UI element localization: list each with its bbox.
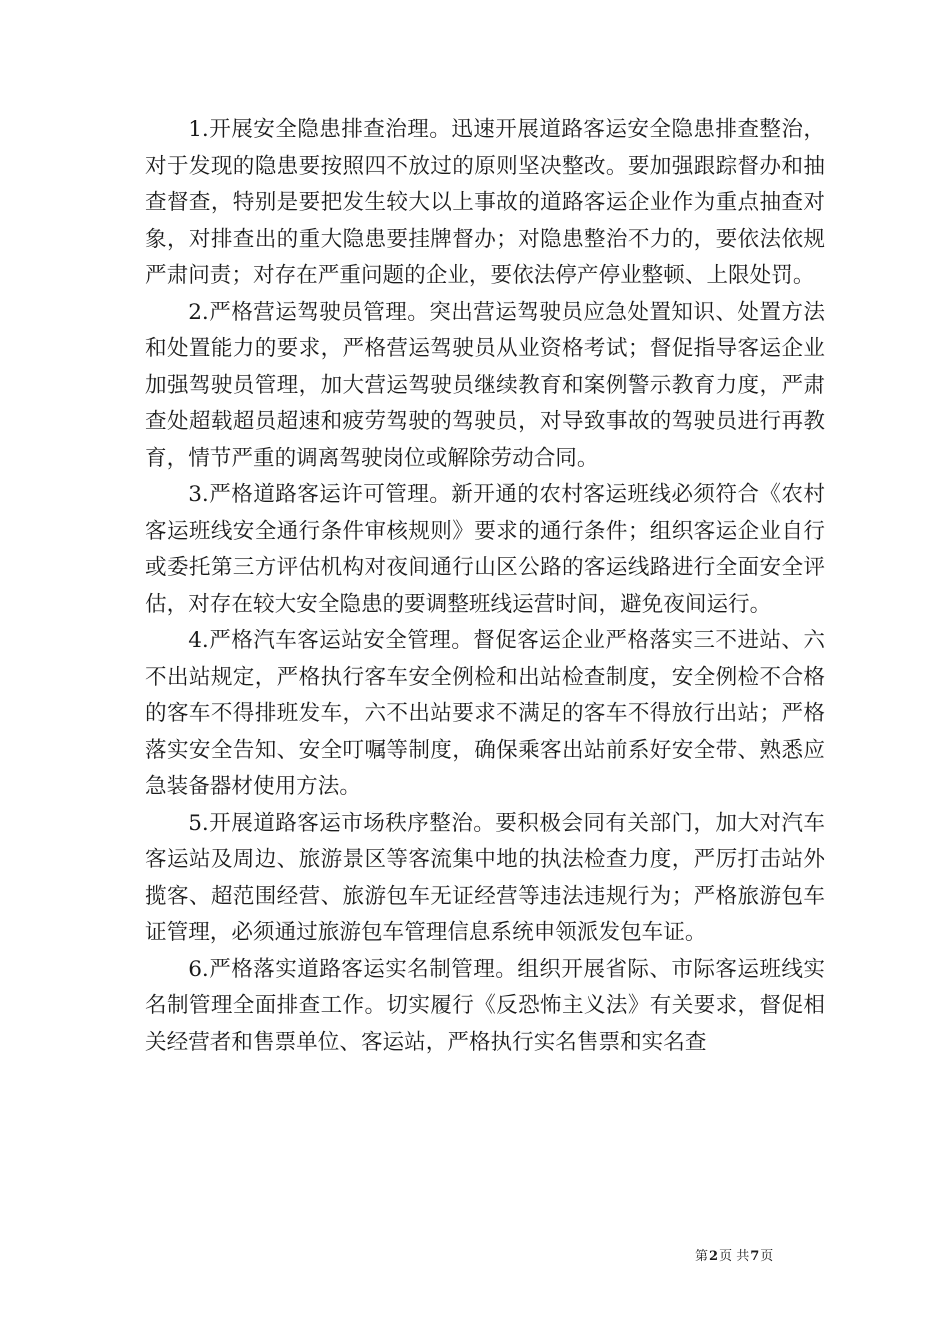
paragraph-4: 4.严格汽车客运站安全管理。督促客运企业严格落实三不进站、六不出站规定，严格执行客车安全例检和出站检查制度，安全例检不合格的客车不得排班发车，六不出站要求不满足的客车不得放行出站；严格落实安全告知、安全叮嘱等制度，确保乘客出站前系好安全带、熟悉应急装备器材使用方法。 — [145, 628, 825, 799]
paragraph-5: 5.开展道路客运市场秩序整治。要积极会同有关部门，加大对汽车客运站及周边、旅游景区等客流集中地的执法检查力度，严厉打击站外揽客、超范围经营、旅游包车无证经营等违法违规行为；严格旅游包车证管理，必须通过旅游包车管理信息系统申领派发包车证。 — [145, 810, 825, 945]
footer-middle: 页 共 — [719, 1249, 750, 1264]
footer-suffix: 页 — [760, 1249, 774, 1264]
page-footer — [695, 1245, 773, 1264]
paragraph-1: 1.开展安全隐患排查治理。迅速开展道路客运安全隐患排查整治，对于发现的隐患要按照四不放过的原则坚决整改。要加强跟踪督办和抽查督查，特别是要把发生较大以上事故的道路客运企业作为重点抽查对象，对排查出的重大隐患要挂牌督办；对隐患整治不力的，要依法依规严肃问责；对存在严重问题的企业，要依法停产停业整顿、上限处罚。 — [145, 117, 825, 288]
paragraph-3: 3.严格道路客运许可管理。新开通的农村客运班线必须符合《农村客运班线安全通行条件审核规则》要求的通行条件；组织客运企业自行或委托第三方评估机构对夜间通行山区公路的客运线路进行全面安全评估，对存在较大安全隐患的要调整班线运营时间，避免夜间运行。 — [145, 482, 825, 617]
paragraph-2: 2.严格营运驾驶员管理。突出营运驾驶员应急处置知识、处置方法和处置能力的要求，严格营运驾驶员从业资格考试；督促指导客运企业加强驾驶员管理，加大营运驾驶员继续教育和案例警示教育力度，严肃查处超载超员超速和疲劳驾驶的驾驶员，对导致事故的驾驶员进行再教育，情节严重的调离驾驶岗位或解除劳动合同。 — [145, 299, 825, 471]
total-page-count: 7 — [750, 1249, 760, 1264]
footer-prefix: 第 — [695, 1249, 709, 1264]
paragraph-6: 6.严格落实道路客运实名制管理。组织开展省际、市际客运班线实名制管理全面排查工作。切实履行《反恐怖主义法》有关要求，督促相关经营者和售票单位、客运站，严格执行实名售票和实名查 — [145, 956, 825, 1055]
document-body — [145, 112, 825, 1061]
current-page-number: 2 — [709, 1249, 719, 1264]
